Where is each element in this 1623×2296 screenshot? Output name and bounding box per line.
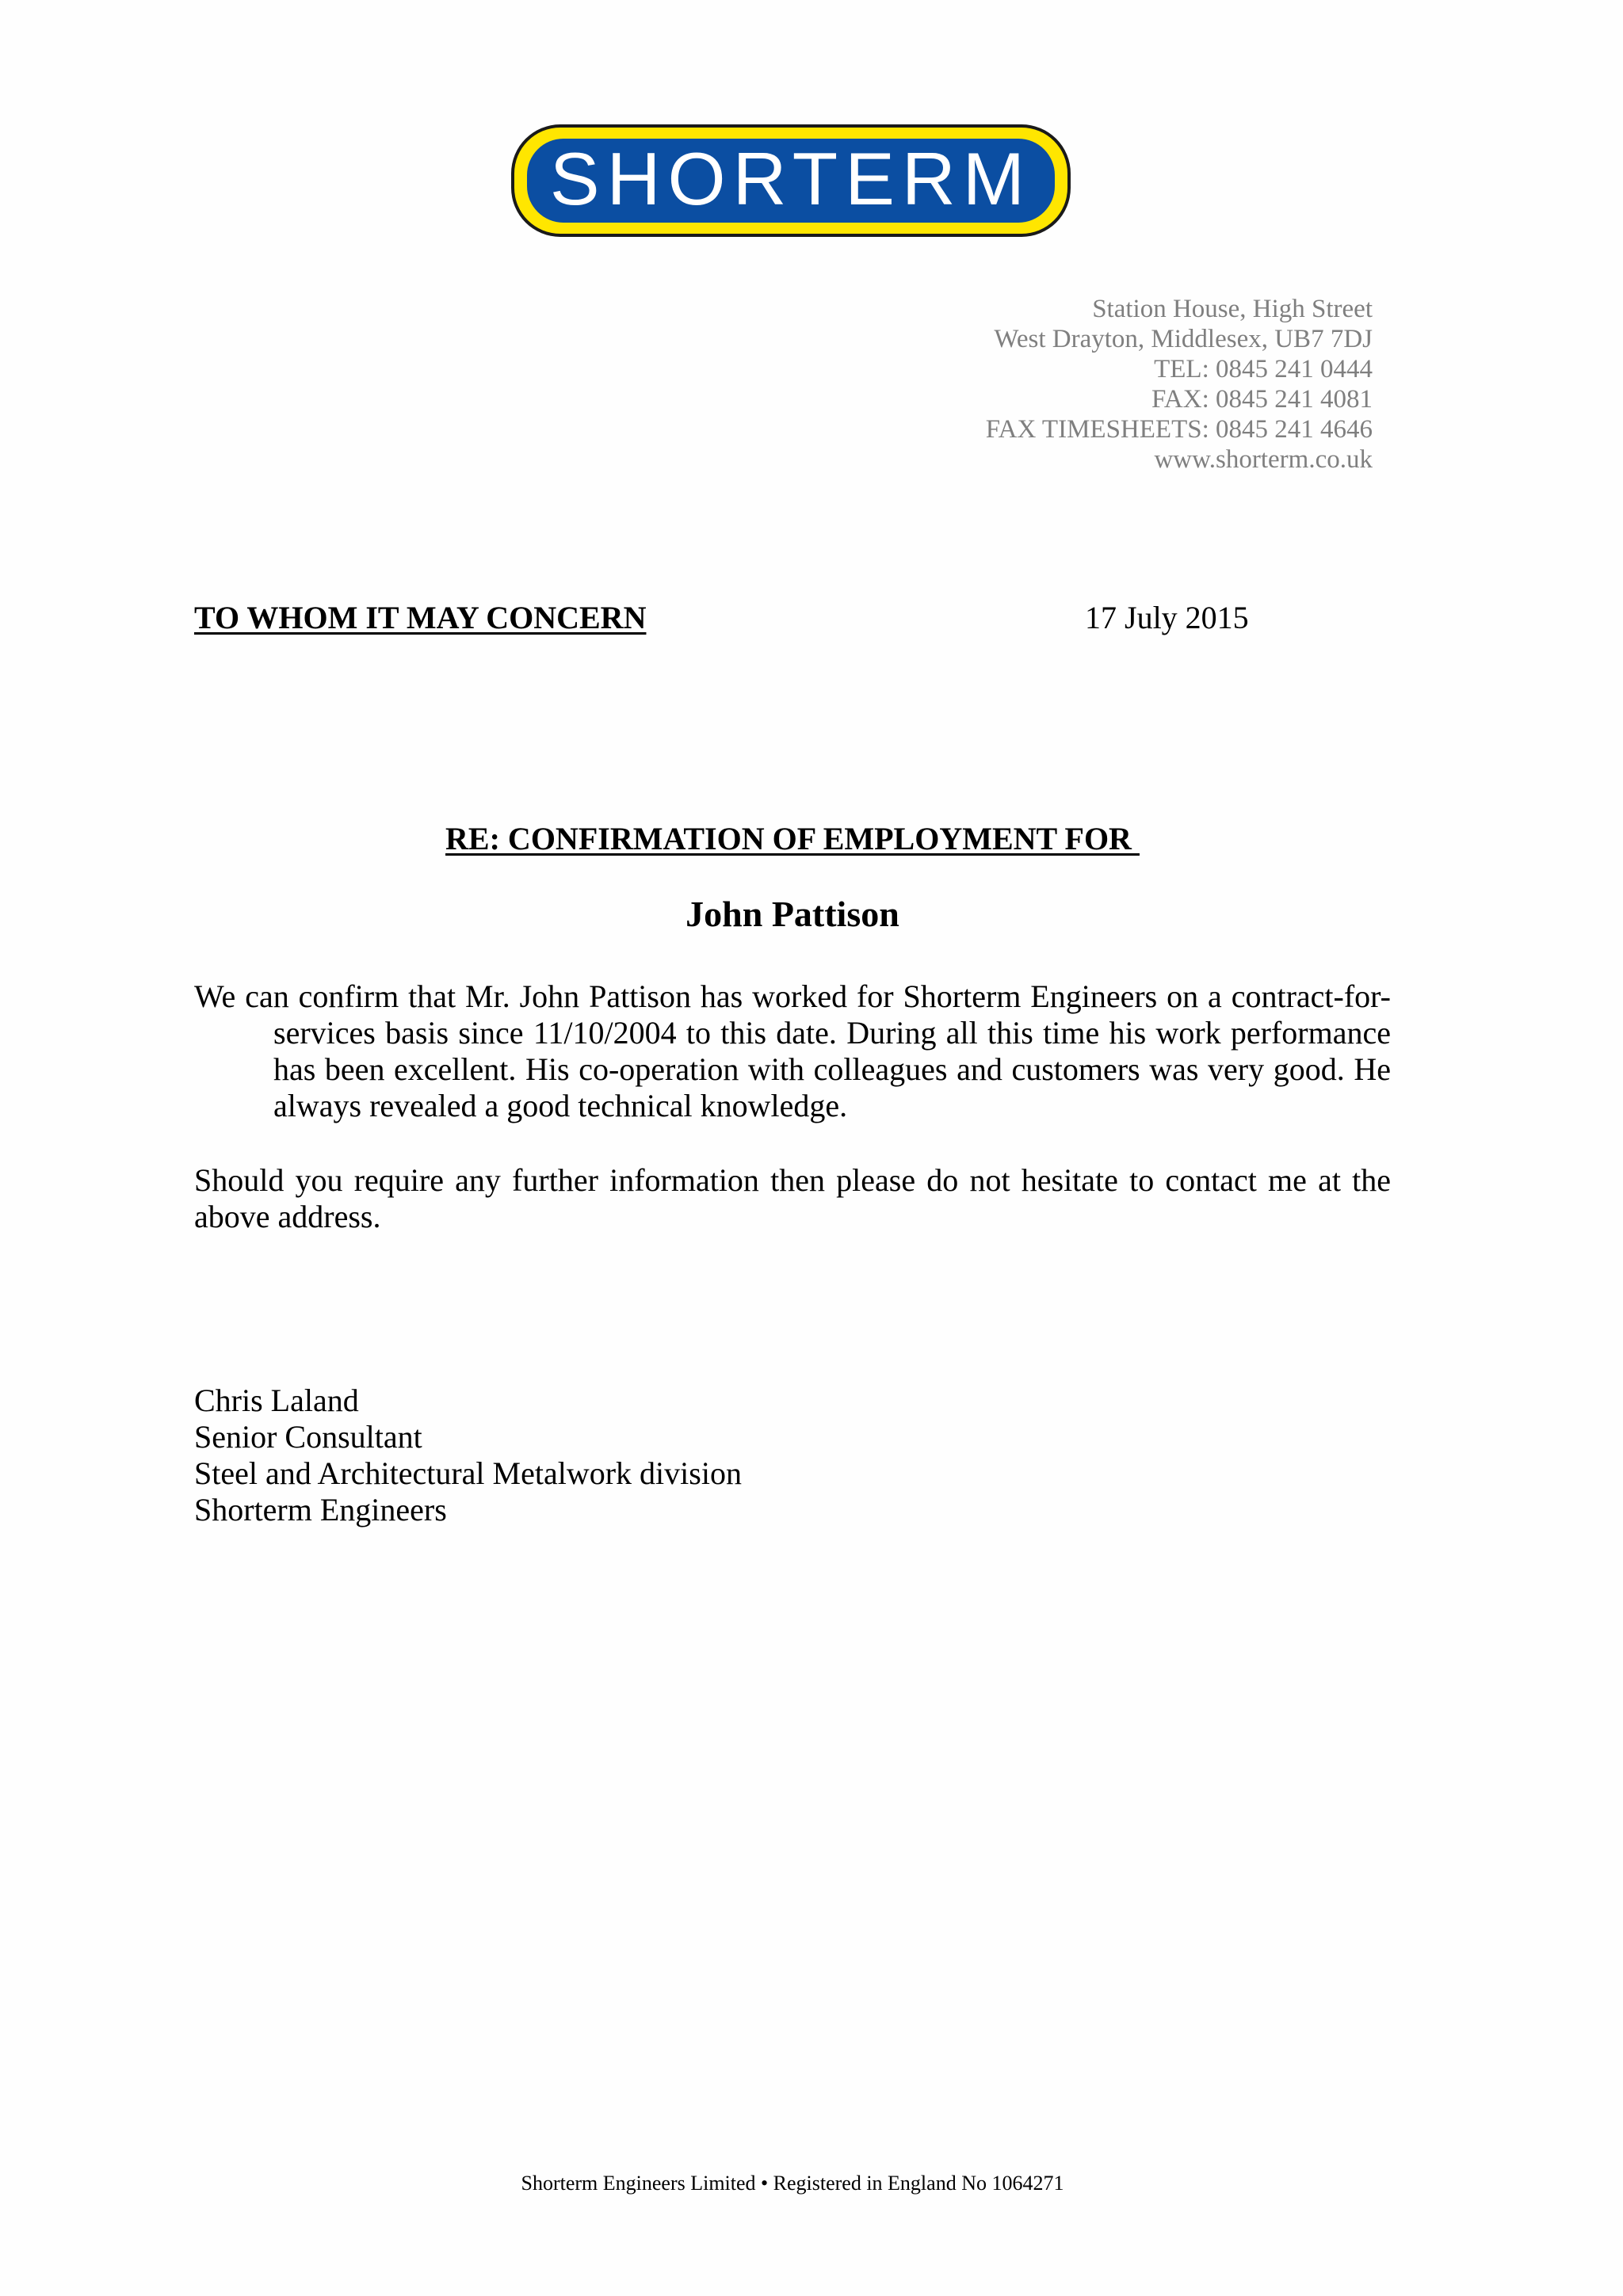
signatory-division: Steel and Architectural Metalwork division [194,1455,742,1491]
logo-text: SHORTERM [549,137,1033,220]
salutation: TO WHOM IT MAY CONCERN [194,600,647,635]
body-paragraph: Should you require any further information then please do not hesitate to contact me at the above address. [194,1162,1391,1234]
employee-name: John Pattison [685,894,899,934]
subject-text: RE: CONFIRMATION OF EMPLOYMENT FOR [445,821,1140,856]
signatory-company: Shorterm Engineers [194,1492,447,1527]
address-website: www.shorterm.co.uk [1154,445,1373,474]
letter-date: 17 July 2015 [1085,600,1249,635]
company-address [986,294,1373,475]
address-fax: FAX: 0845 241 4081 [1151,385,1373,414]
body-paragraph: We can confirm that Mr. John Pattison has worked for Shorterm Engineers on a contract-for-services basis since 11/10/2004 to this date. During all this time his work performance has been excellent. His co-operation with colleagues and customers was very good. He always revealed a good technical knowledge. [194,978,1391,1123]
address-fax-timesheets: FAX TIMESHEETS: 0845 241 4646 [985,415,1373,444]
address-line: West Drayton, Middlesex, UB7 7DJ [994,325,1373,353]
subject-line [0,820,1585,857]
signature-block [194,1383,742,1528]
footer-registration: Shorterm Engineers Limited • Registered in England No 1064271 [521,2172,1064,2195]
signatory-name: Chris Laland [194,1383,359,1418]
signatory-title: Senior Consultant [194,1419,422,1455]
address-line: Station House, High Street [1092,295,1373,323]
shorterm-logo [510,123,1072,238]
address-telephone: TEL: 0845 241 0444 [1154,355,1373,383]
